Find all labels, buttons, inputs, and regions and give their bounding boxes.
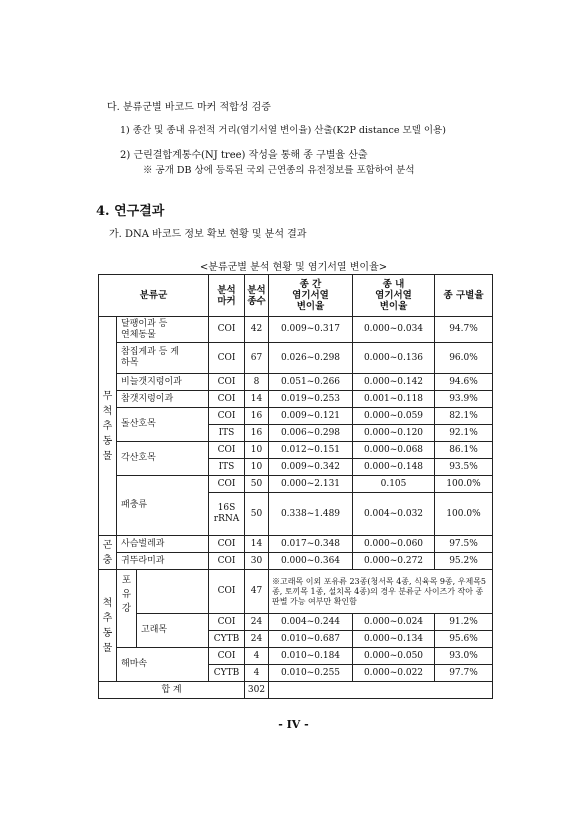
marker-cell: COI: [209, 391, 245, 408]
intraspecific-cell: 0.000~0.120: [353, 425, 435, 442]
rate-cell: 86.1%: [435, 442, 493, 459]
marker-cell: COI: [209, 648, 245, 665]
total-species-count: 302: [245, 682, 269, 699]
table-caption: <분류군별 분석 현황 및 염기서열 변이율>: [199, 262, 388, 273]
species-count-cell: 16: [245, 425, 269, 442]
rate-cell: 93.9%: [435, 391, 493, 408]
total-label: 합 계: [99, 682, 245, 699]
interspecific-cell: 0.009~0.317: [269, 317, 353, 343]
species-count-cell: 16: [245, 408, 269, 425]
intraspecific-cell: 0.004~0.032: [353, 493, 435, 536]
rate-cell: 94.6%: [435, 374, 493, 391]
rate-cell: 100.0%: [435, 476, 493, 493]
interspecific-cell: 0.006~0.298: [269, 425, 353, 442]
species-count-cell: 24: [245, 631, 269, 648]
marker-cell: COI: [209, 536, 245, 553]
interspecific-cell: 0.009~0.121: [269, 408, 353, 425]
analysis-table: [98, 274, 493, 699]
table-header-row: [99, 275, 493, 317]
taxon-name: 각산호목: [117, 442, 209, 476]
marker-cell: COI: [209, 553, 245, 570]
rate-cell: 93.5%: [435, 459, 493, 476]
taxon-name: [137, 570, 209, 614]
header-intraspecific: 종 내 염기서열 변이율: [353, 275, 435, 317]
intraspecific-cell: 0.000~0.272: [353, 553, 435, 570]
interspecific-cell: 0.010~0.687: [269, 631, 353, 648]
taxon-name: 달팽이과 등 연체동물: [117, 317, 209, 343]
table-row: [99, 614, 493, 631]
taxon-name: 돌산호목: [117, 408, 209, 442]
note-public-db: ※ 공개 DB 상에 등록된 국외 근연종의 유전정보를 포함하여 분석: [143, 165, 415, 176]
rate-cell: 100.0%: [435, 493, 493, 536]
page-number: - IV -: [278, 718, 309, 731]
species-count-cell: 4: [245, 648, 269, 665]
results-heading: 4. 연구결과: [96, 204, 165, 219]
interspecific-cell: 0.012~0.151: [269, 442, 353, 459]
table-row: [99, 553, 493, 570]
intraspecific-cell: 0.000~0.059: [353, 408, 435, 425]
intraspecific-cell: 0.000~0.050: [353, 648, 435, 665]
taxon-name: 해마속: [117, 648, 209, 682]
species-count-cell: 30: [245, 553, 269, 570]
header-species-count: 분석 종수: [245, 275, 269, 317]
group-vertebrate: 척 추 동 물: [99, 570, 117, 682]
marker-cell: COI: [209, 442, 245, 459]
table-row: [99, 374, 493, 391]
rate-cell: 92.1%: [435, 425, 493, 442]
marker-cell: COI: [209, 614, 245, 631]
results-subheading: 가. DNA 바코드 정보 확보 현황 및 분석 결과: [109, 229, 307, 240]
item-genetic-distance: 1) 종간 및 종내 유전적 거리(염기서열 변이율) 산출(K2P distance 모델 이용): [120, 125, 446, 136]
intraspecific-cell: 0.000~0.024: [353, 614, 435, 631]
interspecific-cell: 0.019~0.253: [269, 391, 353, 408]
species-count-cell: 67: [245, 343, 269, 374]
rate-cell: 82.1%: [435, 408, 493, 425]
item-nj-tree: 2) 근린결합계통수(NJ tree) 작성을 통해 종 구별율 산출: [120, 150, 368, 161]
table-row: [99, 536, 493, 553]
species-count-cell: 10: [245, 442, 269, 459]
species-count-cell: 42: [245, 317, 269, 343]
table-row: [99, 570, 493, 614]
taxon-name: 비늘갯지렁이과: [117, 374, 209, 391]
rate-cell: 91.2%: [435, 614, 493, 631]
table-row: [99, 317, 493, 343]
rate-cell: 94.7%: [435, 317, 493, 343]
interspecific-cell: 0.017~0.348: [269, 536, 353, 553]
taxon-name: 참집게과 등 게 하목: [117, 343, 209, 374]
marker-cell: COI: [209, 408, 245, 425]
table-row: [99, 476, 493, 493]
intraspecific-cell: 0.000~0.034: [353, 317, 435, 343]
species-count-cell: 50: [245, 476, 269, 493]
intraspecific-cell: 0.000~0.060: [353, 536, 435, 553]
intraspecific-cell: 0.000~0.136: [353, 343, 435, 374]
group-insect: 곤 충: [99, 536, 117, 570]
marker-cell: ITS: [209, 425, 245, 442]
interspecific-cell: 0.010~0.255: [269, 665, 353, 682]
species-count-cell: 14: [245, 391, 269, 408]
species-count-cell: 14: [245, 536, 269, 553]
header-interspecific: 종 간 염기서열 변이율: [269, 275, 353, 317]
taxon-name: 고래목: [137, 614, 209, 648]
marker-cell: COI: [209, 570, 245, 614]
species-count-cell: 50: [245, 493, 269, 536]
rate-cell: 95.6%: [435, 631, 493, 648]
rate-cell: 95.2%: [435, 553, 493, 570]
rate-cell: 93.0%: [435, 648, 493, 665]
table-row: [99, 343, 493, 374]
mammal-note: ※고래목 이외 포유류 23종(청서목 4종, 식육목 9종, 우제목5종, 토끼목 1종, 설치목 4종)의 경우 분류군 사이즈가 작아 종판별 가능 여부만 확인함: [269, 570, 493, 614]
header-marker: 분석 마커: [209, 275, 245, 317]
marker-cell: COI: [209, 343, 245, 374]
header-taxon: 분류군: [99, 275, 209, 317]
taxon-name: 패충류: [117, 476, 209, 536]
interspecific-cell: 0.009~0.342: [269, 459, 353, 476]
taxon-name: 귀뚜라미과: [117, 553, 209, 570]
marker-cell: COI: [209, 374, 245, 391]
marker-cell: COI: [209, 317, 245, 343]
group-mammal: 포 유 강: [117, 570, 137, 648]
intraspecific-cell: 0.000~0.148: [353, 459, 435, 476]
intraspecific-cell: 0.000~0.142: [353, 374, 435, 391]
species-count-cell: 8: [245, 374, 269, 391]
marker-cell: CYTB: [209, 631, 245, 648]
marker-cell: 16S rRNA: [209, 493, 245, 536]
interspecific-cell: 0.004~0.244: [269, 614, 353, 631]
intraspecific-cell: 0.001~0.118: [353, 391, 435, 408]
section-heading-barcode-validation: 다. 분류군별 바코드 마커 적합성 검증: [107, 102, 271, 113]
taxon-name: 사슴벌레과: [117, 536, 209, 553]
rate-cell: 97.7%: [435, 665, 493, 682]
intraspecific-cell: 0.000~0.068: [353, 442, 435, 459]
interspecific-cell: 0.338~1.489: [269, 493, 353, 536]
rate-cell: 96.0%: [435, 343, 493, 374]
marker-cell: ITS: [209, 459, 245, 476]
interspecific-cell: 0.010~0.184: [269, 648, 353, 665]
marker-cell: COI: [209, 476, 245, 493]
header-discrimination-rate: 종 구별율: [435, 275, 493, 317]
species-count-cell: 24: [245, 614, 269, 631]
table-row: [99, 648, 493, 665]
rate-cell: 97.5%: [435, 536, 493, 553]
intraspecific-cell: 0.000~0.022: [353, 665, 435, 682]
species-count-cell: 47: [245, 570, 269, 614]
interspecific-cell: 0.026~0.298: [269, 343, 353, 374]
intraspecific-cell: 0.000~0.134: [353, 631, 435, 648]
group-invertebrate: 무 척 추 동 물: [99, 317, 117, 536]
interspecific-cell: 0.051~0.266: [269, 374, 353, 391]
table-row: [99, 408, 493, 425]
table-row: [99, 391, 493, 408]
species-count-cell: 10: [245, 459, 269, 476]
species-count-cell: 4: [245, 665, 269, 682]
taxon-name: 참갯지렁이과: [117, 391, 209, 408]
intraspecific-cell: 0.105: [353, 476, 435, 493]
interspecific-cell: 0.000~0.364: [269, 553, 353, 570]
table-row: [99, 442, 493, 459]
total-row: [99, 682, 493, 699]
marker-cell: CYTB: [209, 665, 245, 682]
interspecific-cell: 0.000~2.131: [269, 476, 353, 493]
